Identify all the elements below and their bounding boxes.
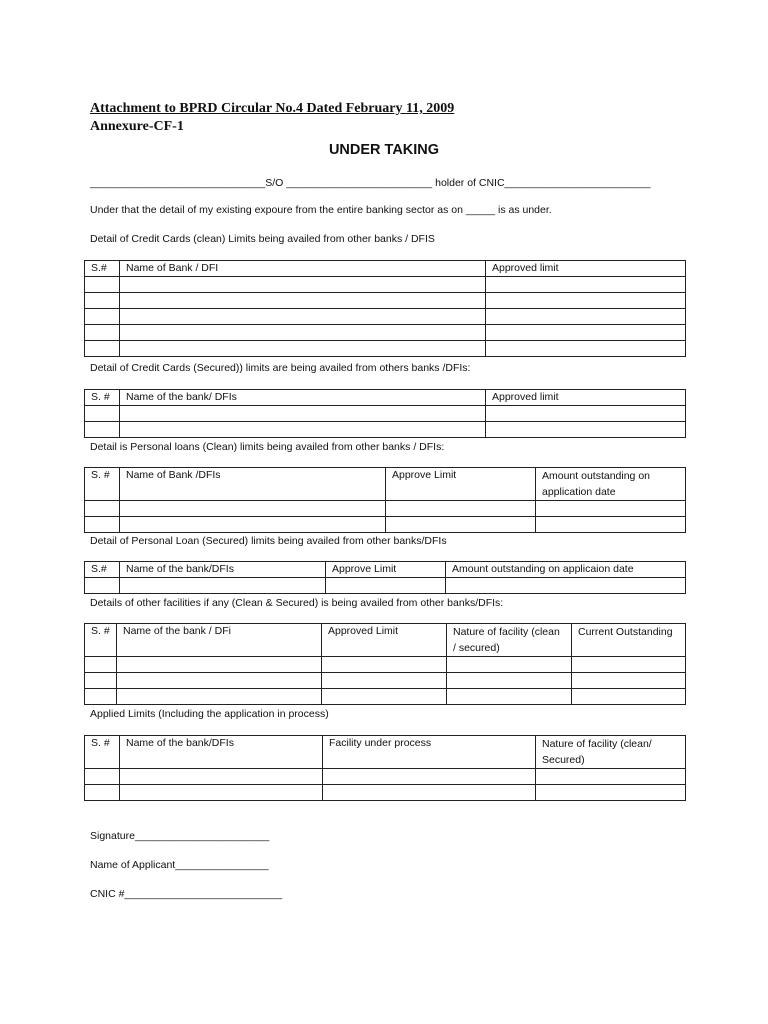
table-cell[interactable] bbox=[386, 517, 536, 533]
column-header: Approved Limit bbox=[322, 624, 447, 657]
table-row bbox=[85, 341, 686, 357]
column-header: S. # bbox=[85, 736, 120, 769]
table-header-row bbox=[85, 562, 686, 578]
table-cell[interactable] bbox=[120, 293, 486, 309]
table-cell[interactable] bbox=[85, 325, 120, 341]
table-cell[interactable] bbox=[120, 578, 326, 594]
table-cell[interactable] bbox=[486, 277, 686, 293]
table-cell[interactable] bbox=[117, 673, 322, 689]
table-cell[interactable] bbox=[85, 517, 120, 533]
other-facilities-table bbox=[84, 623, 686, 705]
annexure-label: Annexure-CF-1 bbox=[90, 119, 184, 134]
table-cell[interactable] bbox=[85, 422, 120, 438]
table-cell[interactable] bbox=[120, 325, 486, 341]
table-header-row bbox=[85, 261, 686, 277]
table-cell[interactable] bbox=[386, 501, 536, 517]
identity-line: ______________________________S/O _________________________ holder of CNIC_________________________ bbox=[90, 177, 651, 189]
table-cell[interactable] bbox=[572, 657, 686, 673]
page-title: UNDER TAKING bbox=[328, 142, 440, 158]
table-cell[interactable] bbox=[326, 578, 446, 594]
applicant-name-line: Name of Applicant________________ bbox=[90, 859, 269, 871]
table-cell[interactable] bbox=[536, 501, 686, 517]
personal-clean-table bbox=[84, 467, 686, 533]
applied-limits-caption: Applied Limits (Including the application in process) bbox=[90, 708, 329, 720]
table-row bbox=[85, 293, 686, 309]
column-header: Approved limit bbox=[486, 390, 686, 406]
table-cell[interactable] bbox=[486, 309, 686, 325]
table-cell[interactable] bbox=[85, 673, 117, 689]
table-header-row bbox=[85, 390, 686, 406]
column-header: S. # bbox=[85, 468, 120, 501]
table-cell[interactable] bbox=[486, 325, 686, 341]
table-row bbox=[85, 673, 686, 689]
cnic-line: CNIC #___________________________ bbox=[90, 888, 283, 900]
table-row bbox=[85, 325, 686, 341]
applied-limits-table bbox=[84, 735, 686, 801]
circular-reference-heading: Attachment to BPRD Circular No.4 Dated February 11, 2009 bbox=[90, 101, 455, 116]
table-cell[interactable] bbox=[85, 293, 120, 309]
table-cell[interactable] bbox=[85, 578, 120, 594]
table-cell[interactable] bbox=[486, 341, 686, 357]
table-cell[interactable] bbox=[120, 785, 323, 801]
table-cell[interactable] bbox=[117, 689, 322, 705]
column-header: Name of the bank/DFIs bbox=[120, 562, 326, 578]
table-cell[interactable] bbox=[120, 309, 486, 325]
table-row bbox=[85, 406, 686, 422]
column-header: Name of the bank/ DFIs bbox=[120, 390, 486, 406]
column-header: Name of Bank / DFI bbox=[120, 261, 486, 277]
table-header-row bbox=[85, 736, 686, 769]
table-cell[interactable] bbox=[120, 341, 486, 357]
table-cell[interactable] bbox=[85, 501, 120, 517]
table-header-row bbox=[85, 468, 686, 501]
credit-secured-caption: Detail of Credit Cards (Secured)) limits are being availed from others banks /DFIs: bbox=[90, 362, 471, 374]
table-cell[interactable] bbox=[486, 422, 686, 438]
other-facilities-caption: Details of other facilities if any (Clean & Secured) is being availed from other banks/DFIs: bbox=[90, 597, 504, 609]
table-header-row bbox=[85, 624, 686, 657]
personal-secured-caption: Detail of Personal Loan (Secured) limits being availed from other banks/DFIs bbox=[90, 535, 447, 547]
table-cell[interactable] bbox=[572, 673, 686, 689]
table-cell[interactable] bbox=[486, 293, 686, 309]
table-cell[interactable] bbox=[120, 277, 486, 293]
table-row bbox=[85, 501, 686, 517]
table-cell[interactable] bbox=[322, 673, 447, 689]
table-cell[interactable] bbox=[536, 785, 686, 801]
table-cell[interactable] bbox=[85, 785, 120, 801]
table-cell[interactable] bbox=[572, 689, 686, 705]
table-cell[interactable] bbox=[85, 277, 120, 293]
personal-secured-table bbox=[84, 561, 686, 594]
table-cell[interactable] bbox=[120, 501, 386, 517]
table-cell[interactable] bbox=[323, 785, 536, 801]
table-cell[interactable] bbox=[447, 689, 572, 705]
column-header: Approved limit bbox=[486, 261, 686, 277]
table-row bbox=[85, 769, 686, 785]
column-header: Current Outstanding bbox=[572, 624, 686, 657]
table-cell[interactable] bbox=[536, 769, 686, 785]
table-row bbox=[85, 517, 686, 533]
table-cell[interactable] bbox=[446, 578, 686, 594]
personal-clean-caption: Detail is Personal loans (Clean) limits being availed from other banks / DFIs: bbox=[90, 441, 445, 453]
table-cell[interactable] bbox=[120, 769, 323, 785]
table-row bbox=[85, 422, 686, 438]
table-cell[interactable] bbox=[117, 657, 322, 673]
table-row bbox=[85, 578, 686, 594]
column-header: Name of the bank/DFIs bbox=[120, 736, 323, 769]
column-header: S. # bbox=[85, 624, 117, 657]
table-row bbox=[85, 689, 686, 705]
table-cell[interactable] bbox=[322, 657, 447, 673]
table-cell[interactable] bbox=[85, 689, 117, 705]
table-cell[interactable] bbox=[120, 406, 486, 422]
column-header: Name of the bank / DFi bbox=[117, 624, 322, 657]
table-cell[interactable] bbox=[120, 517, 386, 533]
table-cell[interactable] bbox=[85, 769, 120, 785]
column-header: S.# bbox=[85, 261, 120, 277]
table-row bbox=[85, 309, 686, 325]
column-header: Name of Bank /DFIs bbox=[120, 468, 386, 501]
table-cell[interactable] bbox=[447, 657, 572, 673]
column-header: Approve Limit bbox=[326, 562, 446, 578]
table-cell[interactable] bbox=[536, 517, 686, 533]
table-cell[interactable] bbox=[447, 673, 572, 689]
table-row bbox=[85, 657, 686, 673]
signature-line: Signature_______________________ bbox=[90, 830, 270, 842]
table-row bbox=[85, 785, 686, 801]
exposure-statement: Under that the detail of my existing expoure from the entire banking sector as on _____ is as under. bbox=[90, 204, 552, 216]
column-header: Approve Limit bbox=[386, 468, 536, 501]
table-cell[interactable] bbox=[323, 769, 536, 785]
credit-clean-table bbox=[84, 260, 686, 357]
table-cell[interactable] bbox=[85, 657, 117, 673]
table-row bbox=[85, 277, 686, 293]
table-cell[interactable] bbox=[120, 422, 486, 438]
table-cell[interactable] bbox=[85, 341, 120, 357]
column-header: Nature of facility (clean / secured) bbox=[447, 624, 572, 657]
column-header: S.# bbox=[85, 562, 120, 578]
table-cell[interactable] bbox=[85, 309, 120, 325]
column-header: Amount outstanding on application date bbox=[536, 468, 686, 501]
column-header: Amount outstanding on applicaion date bbox=[446, 562, 686, 578]
table-cell[interactable] bbox=[85, 406, 120, 422]
table-cell[interactable] bbox=[322, 689, 447, 705]
column-header: Facility under process bbox=[323, 736, 536, 769]
credit-clean-caption: Detail of Credit Cards (clean) Limits being availed from other banks / DFIS bbox=[90, 233, 435, 245]
column-header: S. # bbox=[85, 390, 120, 406]
credit-secured-table bbox=[84, 389, 686, 438]
column-header: Nature of facility (clean/ Secured) bbox=[536, 736, 686, 769]
table-cell[interactable] bbox=[486, 406, 686, 422]
